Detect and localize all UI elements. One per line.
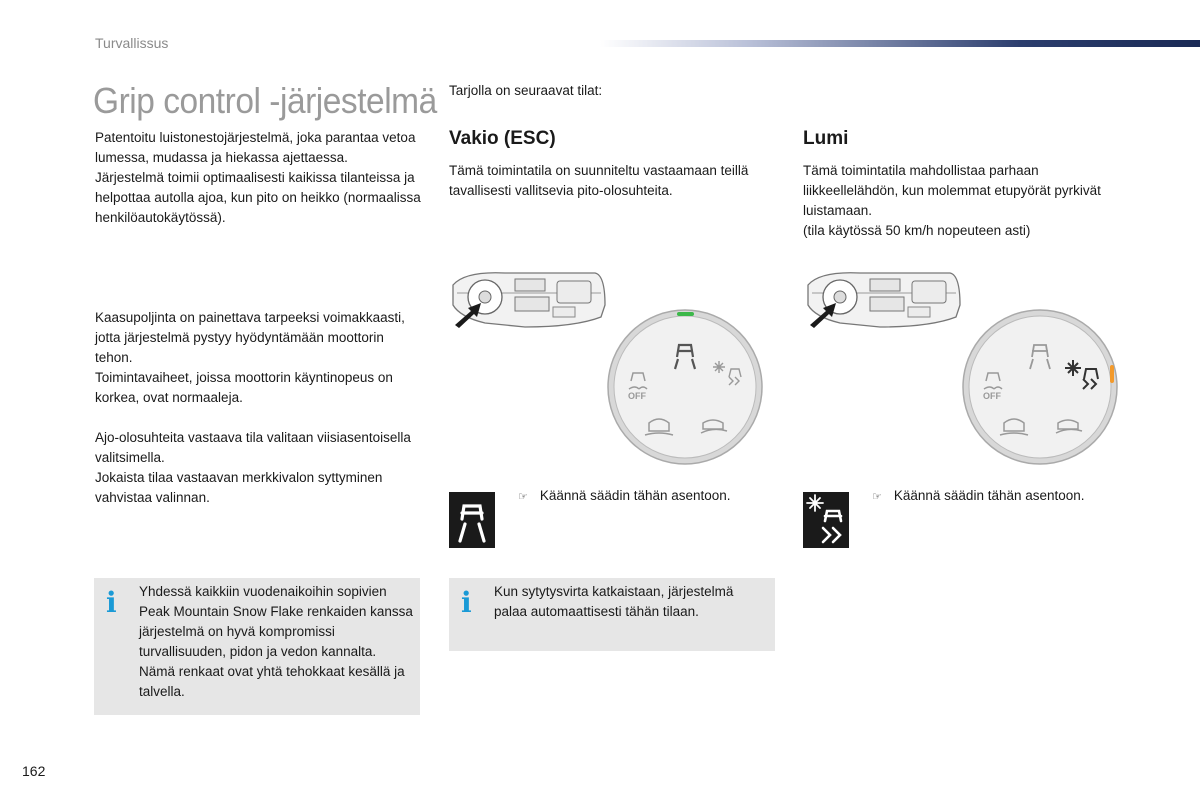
page-number: 162 (22, 763, 46, 779)
snow-mode-icon (803, 492, 849, 548)
mode-selector-knob (608, 310, 762, 464)
selection-paragraph-2: Jokaista tilaa vastaavan merkkivalon syttyminen vahvistaa valinnan. (95, 470, 383, 505)
selection-text (95, 428, 425, 508)
esc-description-line: Tämä toimintatila on suunniteltu vastaamaan teillä tavallisesti vallitsevia pito-olosuhteita. (449, 163, 749, 198)
mode-description-esc (449, 161, 769, 201)
intro-text (95, 128, 425, 228)
section-header: Turvallissus (95, 35, 169, 51)
esc-instruction-text: Käännä säädin tähän asentoon. (539, 488, 731, 503)
snow-description-line: Tämä toimintatila mahdollistaa parhaan liikkeellelähdön, kun molemmat etupyörät pyrkivät luistamaan. (803, 163, 1101, 218)
snow-instruction (872, 488, 1085, 503)
info-box-text: Kun sytytysvirta katkaistaan, järjestelmä palaa automaattisesti tähän tilaan. (494, 584, 734, 619)
snow-active-indicator (1110, 365, 1114, 383)
page-title: Grip control -järjestelmä (93, 80, 437, 121)
dashboard-drawing (808, 273, 960, 327)
header-gradient-bar (600, 40, 1200, 47)
snow-instruction-text: Käännä säädin tähän asentoon. (893, 488, 1085, 503)
info-box-tyres (94, 578, 420, 715)
snow-dashboard-illustration (800, 265, 1130, 480)
mode-description-snow (803, 161, 1123, 241)
snow-description-note: (tila käytössä 50 km/h nopeuteen asti) (803, 223, 1031, 238)
esc-instruction (518, 488, 731, 503)
accelerator-paragraph-2: Toimintavaiheet, joissa moottorin käyntinopeus on korkea, ovat normaaleja. (95, 370, 393, 405)
triangle-bullet-icon: ☞ (872, 490, 882, 503)
knob-off-label: OFF (628, 391, 646, 401)
esc-mode-icon (449, 492, 495, 548)
knob-off-label: OFF (983, 391, 1001, 401)
mode-title-snow: Lumi (803, 128, 849, 149)
selection-paragraph-1: Ajo-olosuhteita vastaava tila valitaan viisiasentoisella valitsimella. (95, 430, 411, 465)
info-icon: i (461, 586, 472, 619)
intro-paragraph-1: Patentoitu luistonestojärjestelmä, joka parantaa vetoa lumessa, mudassa ja hiekassa ajettaessa. (95, 130, 416, 165)
info-box-text: Yhdessä kaikkiin vuodenaikoihin sopivien Peak Mountain Snow Flake renkaiden kanssa järjestelmä on hyvä kompromissi turvallisuuden, pidon ja vedon kannalta. Nämä renkaat ovat yhtä tehokkaat kesällä ja talvella. (139, 584, 413, 699)
mode-selector-knob (963, 310, 1117, 464)
accelerator-text (95, 308, 425, 408)
triangle-bullet-icon: ☞ (518, 490, 528, 503)
dashboard-drawing (453, 273, 605, 327)
info-icon: i (106, 586, 117, 619)
esc-dashboard-illustration (445, 265, 775, 480)
intro-paragraph-2: Järjestelmä toimii optimaalisesti kaikissa tilanteissa ja helpottaa autolla ajoa, kun pito on heikko (normaalissa henkilöautokäytössä). (95, 170, 421, 225)
modes-intro: Tarjolla on seuraavat tilat: (449, 83, 603, 98)
esc-active-indicator (677, 312, 694, 316)
accelerator-paragraph-1: Kaasupoljinta on painettava tarpeeksi voimakkaasti, jotta järjestelmä pystyy hyödyntämään moottorin tehon. (95, 310, 405, 365)
mode-title-esc: Vakio (ESC) (449, 128, 556, 149)
info-box-ignition (449, 578, 775, 651)
